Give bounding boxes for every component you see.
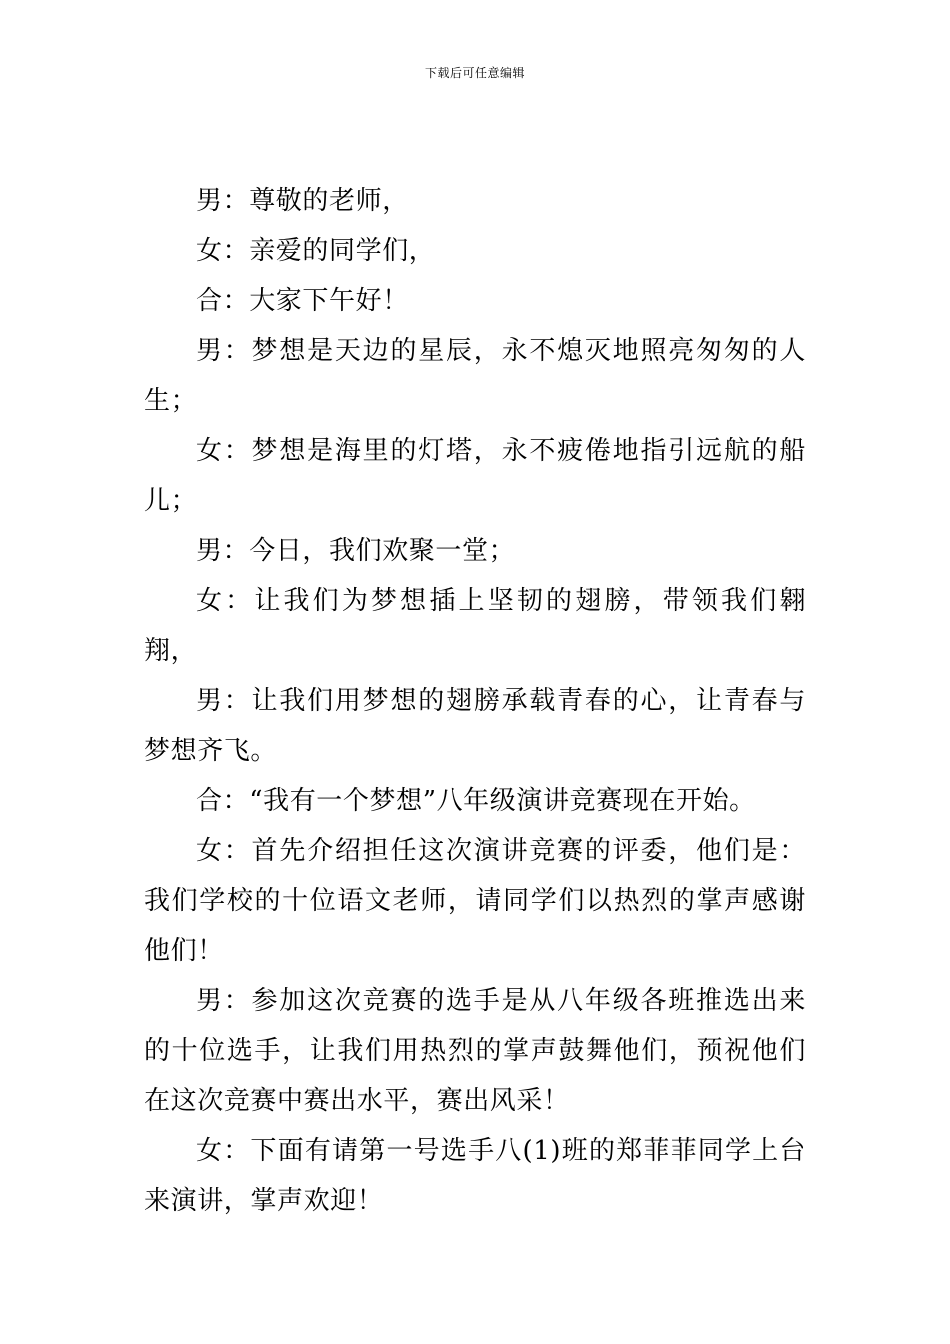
paragraph: 女：让我们为梦想插上坚韧的翅膀，带领我们翱翔，	[144, 586, 806, 666]
paragraph: 女：首先介绍担任这次演讲竞赛的评委，他们是：我们学校的十位语文老师，请同学们以热烈的掌声感谢他们！	[144, 836, 806, 966]
page-header: 下载后可任意编辑	[424, 66, 525, 80]
paragraph: 男：梦想是天边的星辰，永不熄灭地照亮匆匆的人生；	[144, 336, 806, 416]
paragraph: 男：今日，我们欢聚一堂；	[196, 536, 516, 566]
paragraph: 男：参加这次竞赛的选手是从八年级各班推选出来的十位选手，让我们用热烈的掌声鼓舞他们，预祝他们在这次竞赛中赛出水平，赛出风采！	[144, 986, 806, 1116]
paragraph: 女：下面有请第一号选手八(1)班的郑菲菲同学上台来演讲，掌声欢迎！	[144, 1136, 806, 1216]
document-body	[144, 176, 806, 1226]
paragraph: 女：亲爱的同学们，	[196, 236, 436, 266]
paragraph: 男：尊敬的老师，	[196, 186, 409, 216]
paragraph: 合：“我有一个梦想”八年级演讲竞赛现在开始。	[196, 786, 756, 816]
paragraph: 合：大家下午好！	[196, 286, 409, 316]
paragraph: 女：梦想是海里的灯塔，永不疲倦地指引远航的船儿；	[144, 436, 806, 516]
paragraph: 男：让我们用梦想的翅膀承载青春的心，让青春与梦想齐飞。	[144, 686, 806, 766]
